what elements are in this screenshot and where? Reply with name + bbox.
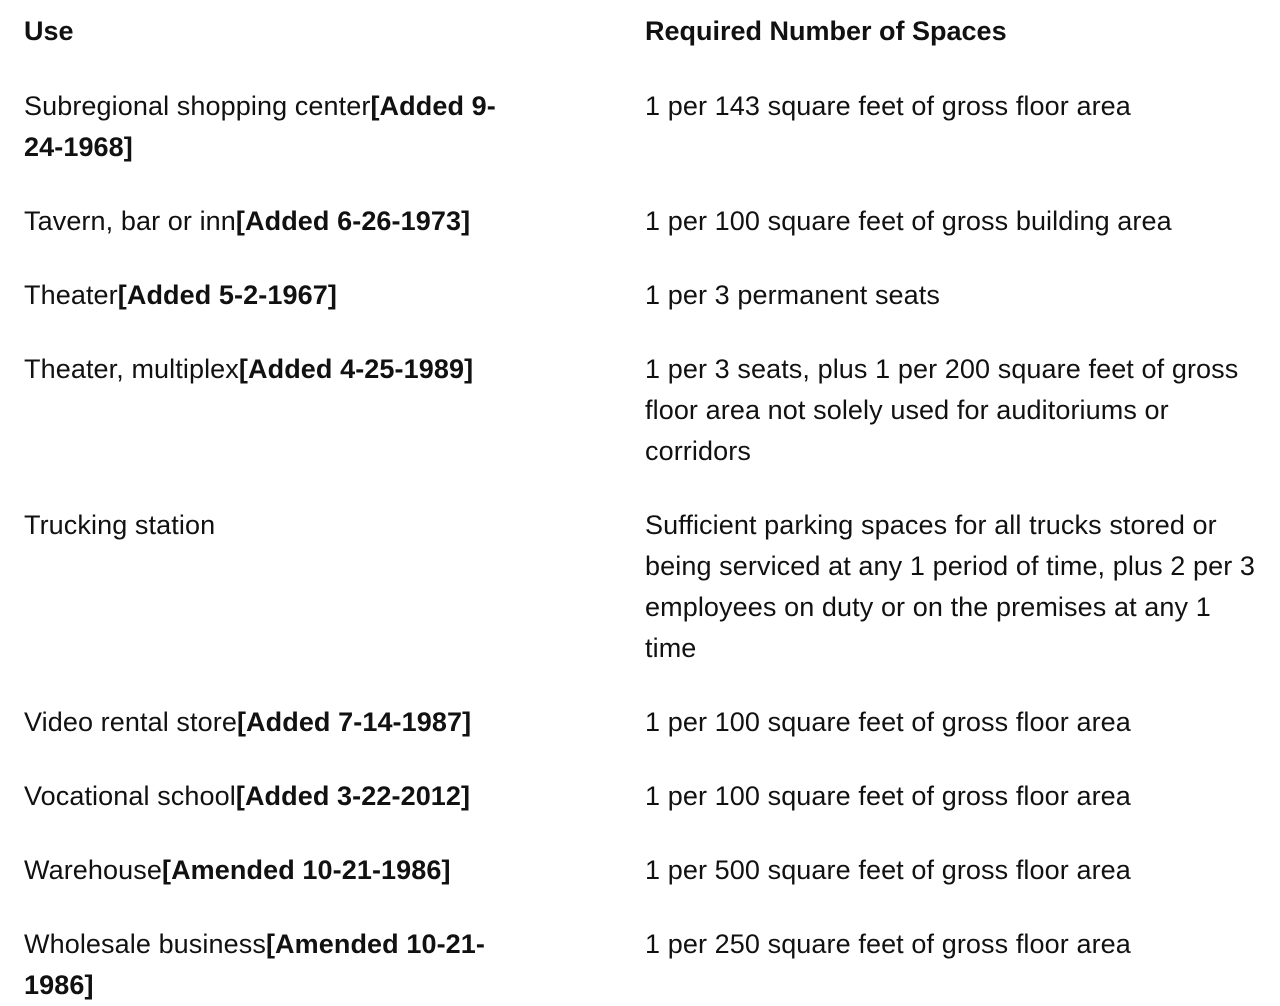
- required-spaces-cell: 1 per 143 square feet of gross floor area: [645, 91, 1131, 121]
- use-cell: [0, 776, 644, 817]
- required-spaces-cell: Sufficient parking spaces for all trucks stored or being serviced at any 1 period of time, plus 2 per 3 employees on duty or on the premises at any 1 time: [645, 510, 1256, 663]
- table-row: [0, 275, 1280, 316]
- table-row: [0, 201, 1280, 242]
- use-name: Video rental store: [24, 707, 237, 737]
- amendment-note: [Added 9-24-1968]: [24, 91, 496, 162]
- header-required-spaces: Required Number of Spaces: [645, 16, 1007, 46]
- table-row: [0, 850, 1280, 891]
- use-cell: [0, 201, 644, 242]
- use-name: Tavern, bar or inn: [24, 206, 236, 236]
- table-row: [0, 349, 1280, 472]
- use-cell: [0, 850, 644, 891]
- table-header-row: [0, 12, 1280, 86]
- table-row: [0, 776, 1280, 817]
- required-spaces-cell: 1 per 100 square feet of gross floor area: [645, 781, 1131, 811]
- amendment-note: [Added 3-22-2012]: [235, 781, 471, 811]
- use-cell: [0, 275, 644, 316]
- use-cell: [0, 924, 644, 1006]
- table-row: [0, 505, 1280, 669]
- header-use: Use: [24, 16, 74, 46]
- table-row: [0, 924, 1280, 1006]
- required-spaces-cell: 1 per 100 square feet of gross floor area: [645, 707, 1131, 737]
- use-cell: [0, 702, 644, 743]
- use-cell: [0, 505, 644, 546]
- use-name: Warehouse: [24, 855, 162, 885]
- use-cell: [0, 86, 644, 168]
- table-row: [0, 702, 1280, 743]
- amendment-note: [Added 5-2-1967]: [117, 280, 337, 310]
- amendment-note: [Added 7-14-1987]: [236, 707, 472, 737]
- required-spaces-cell: 1 per 500 square feet of gross floor area: [645, 855, 1131, 885]
- use-name: Trucking station: [24, 510, 216, 540]
- amendment-note: [Amended 10-21-1986]: [24, 929, 485, 1000]
- required-spaces-cell: 1 per 3 seats, plus 1 per 200 square feet of gross floor area not solely used for auditoriums or corridors: [645, 354, 1239, 466]
- use-name: Theater, multiplex: [24, 354, 239, 384]
- required-spaces-cell: 1 per 250 square feet of gross floor area: [645, 929, 1131, 959]
- use-cell: [0, 349, 644, 390]
- amendment-note: [Added 6-26-1973]: [235, 206, 471, 236]
- amendment-note: [Amended 10-21-1986]: [161, 855, 451, 885]
- use-name: Theater: [24, 280, 118, 310]
- required-spaces-cell: 1 per 100 square feet of gross building area: [645, 206, 1172, 236]
- use-name: Wholesale business: [24, 929, 266, 959]
- required-spaces-cell: 1 per 3 permanent seats: [645, 280, 940, 310]
- table-row: [0, 86, 1280, 168]
- use-name: Subregional shopping center: [24, 91, 371, 121]
- amendment-note: [Added 4-25-1989]: [238, 354, 474, 384]
- use-name: Vocational school: [24, 781, 236, 811]
